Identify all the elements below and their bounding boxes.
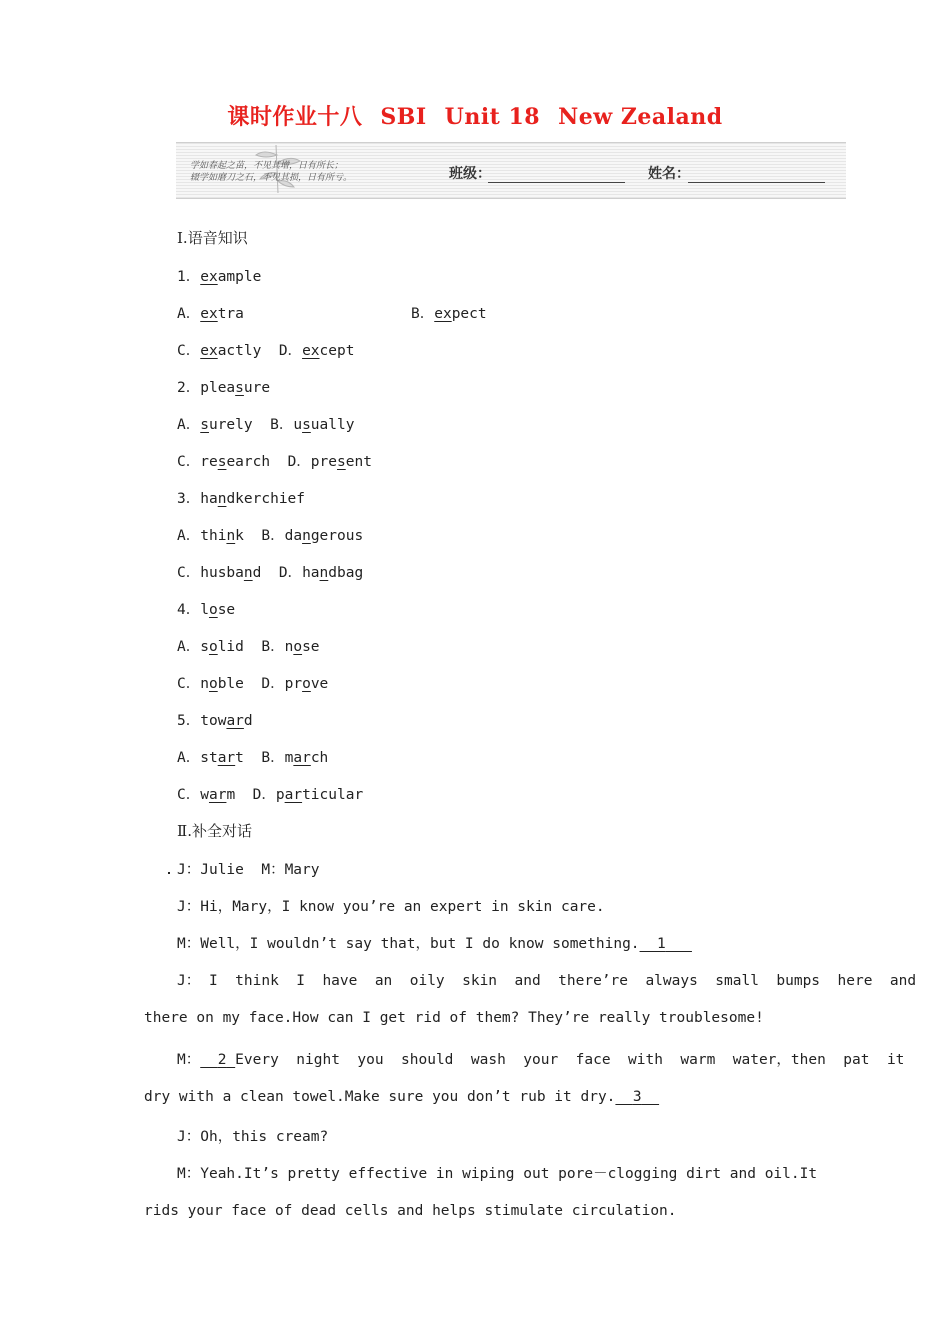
question-4-options-ab[interactable]: A．solid B．nose — [177, 639, 320, 655]
question-3-options-ab[interactable]: A．think B．dangerous — [177, 528, 364, 544]
page-title — [0, 100, 950, 131]
name-label: 姓名： — [648, 166, 690, 182]
name-field[interactable] — [688, 182, 825, 183]
dialogue-line-6a: M：Yeah.It’s pretty effective in wiping out pore－clogging dirt and oil.It — [177, 1166, 818, 1182]
class-field[interactable] — [488, 182, 625, 183]
question-3-options-cd[interactable]: C．husband D．handbag — [177, 565, 364, 581]
dialogue-line-4b: dry with a clean towel.Make sure you don’t rub it dry. 3 — [144, 1089, 659, 1105]
question-4-stem: 4．lose — [177, 602, 236, 618]
question-5-options-ab[interactable]: A．start B．march — [177, 750, 329, 766]
dialogue-line-2: M：Well，I wouldn’t say that，but I do know something. 1 — [177, 932, 692, 953]
question-4-options-cd[interactable]: C．noble D．prove — [177, 676, 329, 692]
title-topic: New Zealand — [558, 104, 723, 130]
motto — [190, 160, 352, 184]
margin-dot — [168, 872, 170, 874]
question-1-option-a[interactable]: A．extra — [177, 306, 244, 322]
dialogue-line-3b: there on my face.How can I get rid of them? They’re really troublesome! — [144, 1010, 764, 1026]
dialogue-line-3a: J： I think I have an oily skin and there’re always small bumps here and — [177, 973, 917, 989]
section-1-heading: Ⅰ.语音知识 — [177, 229, 248, 247]
question-1-option-b[interactable]: B．expect — [411, 306, 487, 322]
header-banner — [176, 142, 846, 199]
title-unit: Unit 18 — [444, 104, 541, 130]
question-2-options-cd[interactable]: C．research D．present — [177, 454, 372, 470]
title-sb: SBⅠ — [380, 104, 427, 130]
motto-line-2: 辍学如磨刀之石，不见其损，日有所亏。 — [190, 173, 353, 183]
dialogue-line-5: J：Oh，this cream? — [177, 1129, 329, 1145]
motto-line-1: 学如春起之苗，不见其增，日有所长； — [190, 161, 344, 171]
blank-2[interactable]: 2 — [217, 1052, 227, 1068]
dialogue-line-6b: rids your face of dead cells and helps stimulate circulation. — [144, 1203, 677, 1219]
question-2-stem: 2．pleasure — [177, 380, 271, 396]
dialogue-roles: J：Julie M：Mary — [177, 862, 320, 878]
dialogue-line-1: J：Hi，Mary，I know you’re an expert in skin care. — [177, 899, 605, 915]
question-1-stem: 1．example — [177, 269, 262, 285]
question-3-stem: 3．handkerchief — [177, 491, 306, 507]
class-label: 班级： — [449, 166, 491, 182]
question-5-options-cd[interactable]: C．warm D．particular — [177, 787, 364, 803]
title-cn: 课时作业十八 — [227, 104, 363, 130]
blank-1[interactable]: 1 — [657, 936, 666, 952]
question-2-options-ab[interactable]: A．surely B．usually — [177, 417, 355, 433]
question-5-stem: 5．toward — [177, 713, 253, 729]
blank-3[interactable]: 3 — [632, 1089, 642, 1105]
dialogue-line-4a: M： 2 Every night you should wash your face with warm water，then pat it — [177, 1052, 905, 1068]
question-1-options-cd[interactable]: C．exactly D．except — [177, 343, 355, 359]
section-2-heading: Ⅱ.补全对话 — [177, 822, 252, 840]
